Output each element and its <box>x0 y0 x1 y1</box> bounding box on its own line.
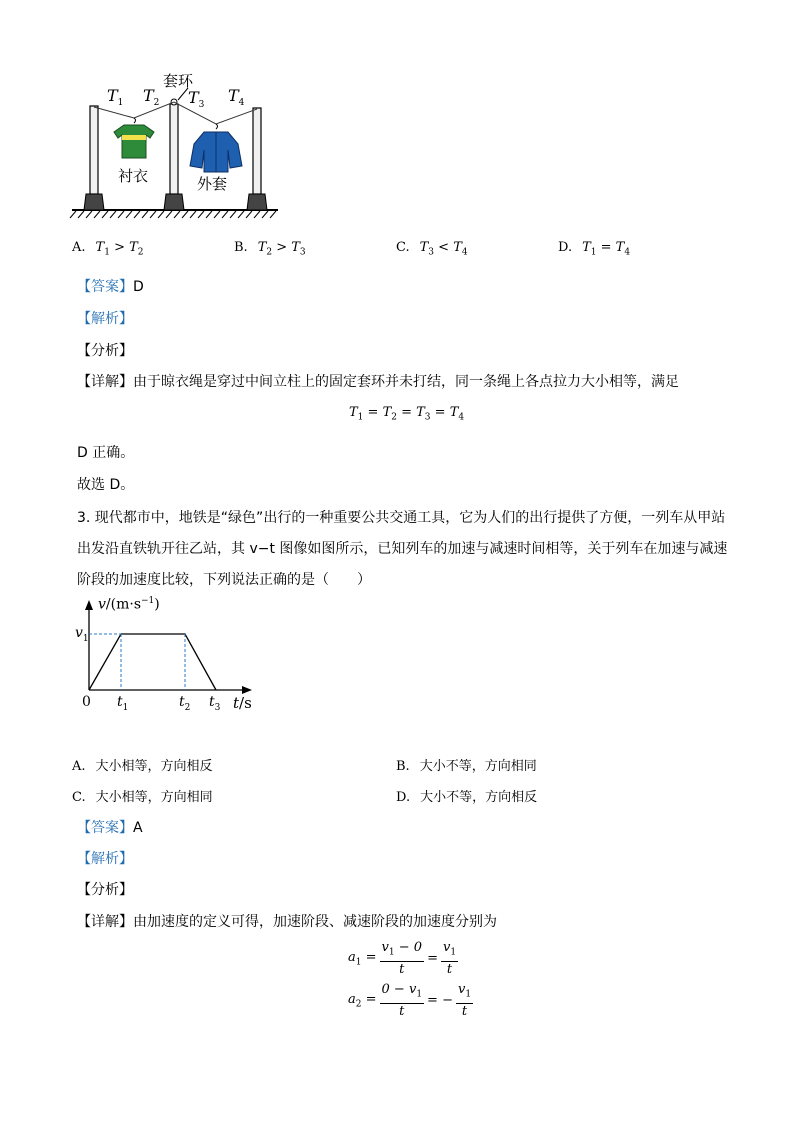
q2-option-c[interactable]: C. $T_3 < T_4$ <box>396 240 468 258</box>
q2-conclusion: D 正确。 <box>77 445 135 461</box>
y-axis-label: $v/(m\cdot s^{-1})$ <box>98 596 160 613</box>
clothesline-figure <box>68 80 283 220</box>
q2-equation: $T_1 = T_2 = T_3 = T_4$ <box>349 405 465 423</box>
a1-equation: $a_1$ = $\frac{v_1 - 0}{t}$ = $\frac{v_1}{t}$ <box>348 940 457 977</box>
q3-stem-line3: 阶段的加速度比较，下列说法正确的是（ ） <box>77 572 371 588</box>
ring-label: 套环 <box>163 72 194 90</box>
q2-detail: 【详解】由于晾衣绳是穿过中间立柱上的固定套环并未打结，同一条绳上各点拉力大小相等，满足 <box>77 374 679 390</box>
t2-label: $T_2$ <box>143 86 160 109</box>
q2-option-d[interactable]: D. $T_1 = T_4$ <box>558 240 631 258</box>
coat-label: 外套 <box>197 175 228 193</box>
shirt-label: 衬衣 <box>118 167 149 185</box>
q2-fenxi-tag: 【分析】 <box>77 343 133 359</box>
vt-curve <box>89 634 216 690</box>
q3-option-d[interactable]: D. 大小不等，方向相反 <box>396 790 538 805</box>
origin-label: 0 <box>82 694 91 710</box>
x-axis-label: t/s <box>233 694 252 712</box>
q2-option-a[interactable]: A. $T_1 > T_2$ <box>72 240 144 258</box>
x-tick-t3: $t_3$ <box>209 694 221 713</box>
q2-answer: 【答案】D <box>77 279 144 295</box>
q2-choose: 故选 D。 <box>77 477 135 493</box>
x-tick-t1: $t_1$ <box>117 694 129 713</box>
x-tick-t2: $t_2$ <box>179 694 191 713</box>
q2-analysis-tag: 【解析】 <box>77 311 133 327</box>
q3-stem-line2: 出发沿直铁轨开往乙站，其 v−t 图像如图所示，已知列车的加速与减速时间相等，关于列车在加速与减速 <box>77 541 728 557</box>
q3-option-b[interactable]: B. 大小不等，方向相同 <box>396 759 537 774</box>
q3-analysis-tag: 【解析】 <box>77 851 133 867</box>
q3-fenxi-tag: 【分析】 <box>77 882 133 898</box>
q2-option-b[interactable]: B. $T_2 > T_3$ <box>234 240 306 258</box>
q3-answer: 【答案】A <box>77 820 143 836</box>
t4-label: $T_4$ <box>228 86 245 109</box>
q3-option-a[interactable]: A. 大小相等，方向相反 <box>72 759 213 774</box>
t3-label: $T_3$ <box>188 88 205 111</box>
q3-detail: 【详解】由加速度的定义可得，加速阶段、减速阶段的加速度分别为 <box>77 914 497 930</box>
q3-stem-line1: 3. 现代都市中，地铁是“绿色”出行的一种重要公共交通工具，它为人们的出行提供了方便，一列车从甲站 <box>77 510 726 526</box>
y-tick-v1: $v_1$ <box>75 625 89 644</box>
a2-equation: $a_2$ = $\frac{0 - v_1}{t}$ = − $\frac{v_1}{t}$ <box>348 982 472 1019</box>
t1-label: $T_1$ <box>107 86 124 109</box>
q3-option-c[interactable]: C. 大小相等，方向相同 <box>72 790 213 805</box>
